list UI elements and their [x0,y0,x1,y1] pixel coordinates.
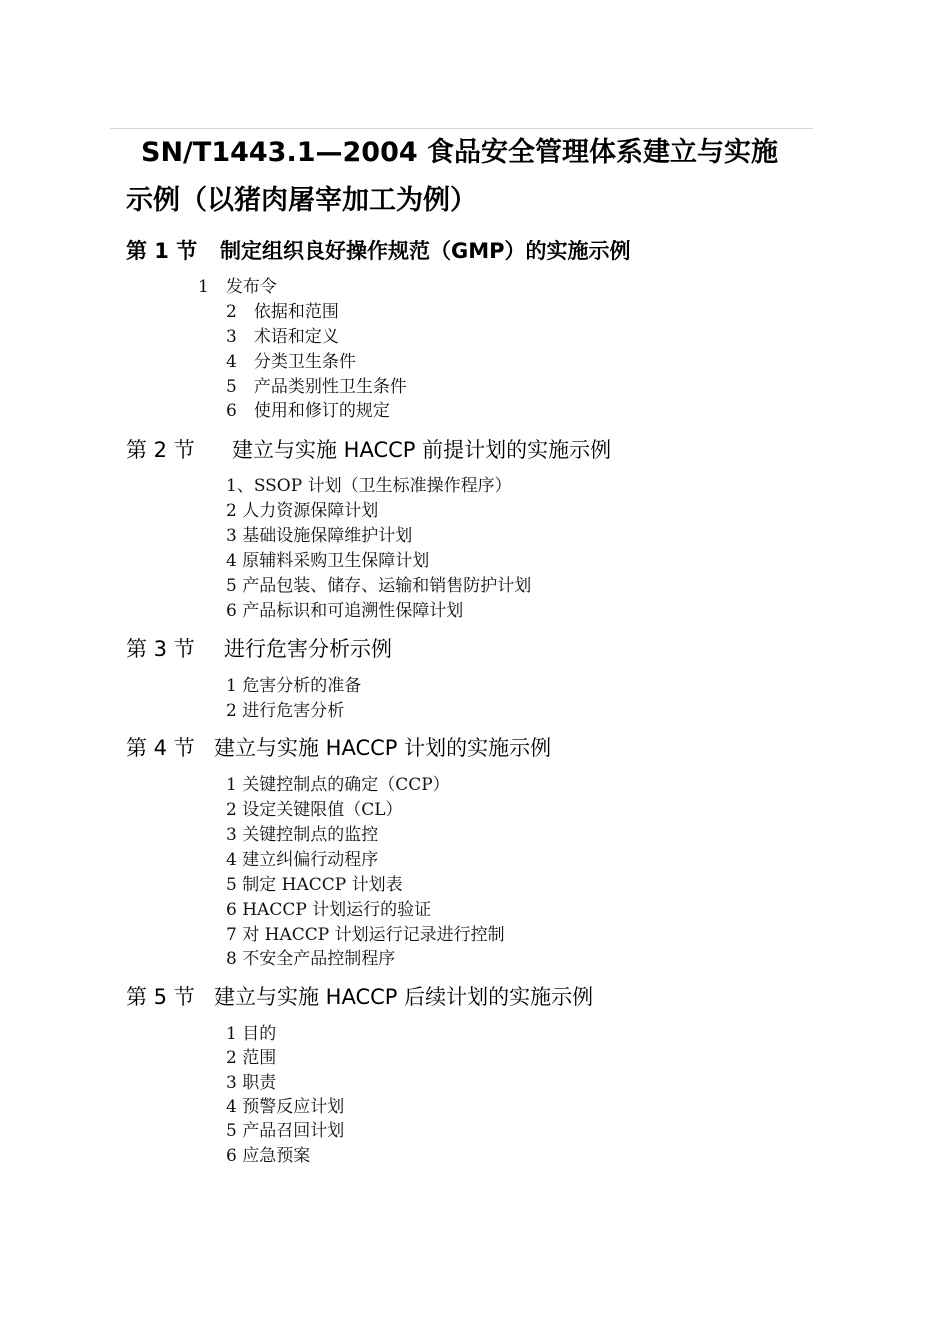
list-item: 2 依据和范围 [226,302,339,322]
list-item: 5 产品包装、储存、运输和销售防护计划 [226,576,532,596]
list-item: 8 不安全产品控制程序 [226,949,396,969]
list-item: 6 使用和修订的规定 [226,401,390,421]
header-rule [110,128,813,129]
section-number: 第 5 节 [126,985,195,1009]
list-item: 4 建立纠偏行动程序 [226,850,379,870]
section-number: 第 4 节 [126,736,195,760]
list-item: 2 范围 [226,1048,277,1068]
list-item: 6 应急预案 [226,1146,311,1166]
section-heading-3 [126,635,392,663]
list-item: 1 目的 [226,1024,277,1044]
list-item: 1 关键控制点的确定（CCP） [226,775,450,795]
list-item: 3 术语和定义 [226,327,339,347]
list-item: 1 危害分析的准备 [226,676,362,696]
list-item: 7 对 HACCP 计划运行记录进行控制 [226,925,505,945]
section-number: 第 2 节 [126,438,195,462]
section-title: 进行危害分析示例 [224,637,392,661]
section-title: 制定组织良好操作规范（GMP）的实施示例 [220,239,631,263]
list-item: 1、SSOP 计划（卫生标准操作程序） [226,476,512,496]
list-item: 5 产品类别性卫生条件 [226,377,407,397]
section-heading-5 [126,983,593,1011]
section-number: 第 1 节 [126,239,198,263]
list-item: 1 发布令 [198,277,277,297]
section-heading-1 [126,237,631,265]
list-item: 6 HACCP 计划运行的验证 [226,900,432,920]
list-item: 6 产品标识和可追溯性保障计划 [226,601,464,621]
list-item: 3 基础设施保障维护计划 [226,526,413,546]
list-item: 5 制定 HACCP 计划表 [226,875,403,895]
section-number: 第 3 节 [126,637,195,661]
list-item: 4 预警反应计划 [226,1097,345,1117]
list-item: 5 产品召回计划 [226,1121,345,1141]
list-item: 3 关键控制点的监控 [226,825,379,845]
section-title: 建立与实施 HACCP 前提计划的实施示例 [232,438,612,462]
list-item: 2 进行危害分析 [226,701,345,721]
document-title-line2: 示例（以猪肉屠宰加工为例） [126,185,477,216]
list-item: 2 设定关键限值（CL） [226,800,403,820]
list-item: 4 原辅料采购卫生保障计划 [226,551,430,571]
document-title-line1: SN/T1443.1—2004 食品安全管理体系建立与实施 [141,137,779,168]
section-title: 建立与实施 HACCP 计划的实施示例 [214,736,552,760]
section-title: 建立与实施 HACCP 后续计划的实施示例 [214,985,594,1009]
list-item: 4 分类卫生条件 [226,352,356,372]
list-item: 3 职责 [226,1073,277,1093]
list-item: 2 人力资源保障计划 [226,501,379,521]
section-heading-2 [126,436,611,464]
section-heading-4 [126,734,551,762]
